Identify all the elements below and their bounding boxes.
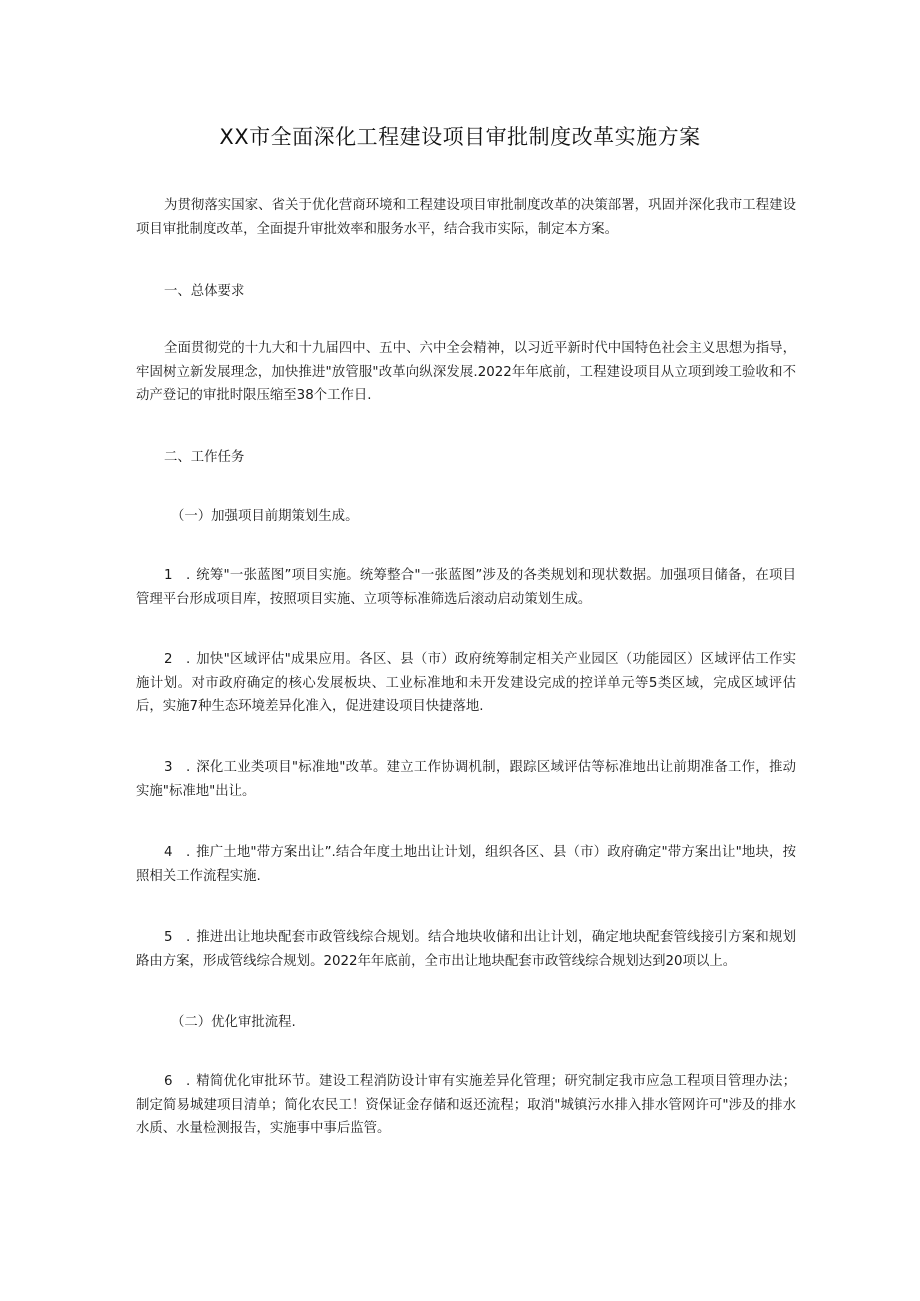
task-item-2: 2 . 加快"区域评估"成果应用。各区、县（市）政府统筹制定相关产业园区（功能园区）区域评估工作实施计划。对市政府确定的核心发展板块、工业标准地和未开发建设完成的控详单元等5类区域，完成区域评估后，实施7种生态环境差异化准入，促进建设项目快捷落地. xyxy=(136,648,796,719)
section-heading-work-tasks: 二、工作任务 xyxy=(164,450,245,465)
task-item-4: 4 . 推广土地"带方案出让”.结合年度土地出让计划，组织各区、县（市）政府确定"带方案出让"地块，按照相关工作流程实施. xyxy=(136,841,796,888)
task-item-text: 深化工业类项目"标准地"改革。建立工作协调机制，跟踪区域评估等标准地出让前期准备工作，推动实施"标准地"出让。 xyxy=(136,760,796,799)
task-item-number: 3 xyxy=(164,760,173,775)
task-item-1: 1 . 统筹"一张蓝图”项目实施。统筹整合"一张蓝图”涉及的各类规划和现状数据。加强项目储备，在项目管理平台形成项目库，按照项目实施、立项等标准筛选后滚动启动策划生成。 xyxy=(136,564,796,611)
task-item-number: 5 xyxy=(164,930,173,945)
intro-paragraph: 为贯彻落实国家、省关于优化营商环境和工程建设项目审批制度改革的决策部署，巩固并深化我市工程建设项目审批制度改革，全面提升审批效率和服务水平，结合我市实际，制定本方案。 xyxy=(136,198,796,237)
task-item-number: 4 xyxy=(164,845,173,860)
task-item-number: 2 xyxy=(164,652,173,667)
task-item-5: 5 . 推进出让地块配套市政管线综合规划。结合地块收储和出让计划，确定地块配套管线接引方案和规划路由方案，形成管线综合规划。2022年年底前，全市出让地块配套市政管线综合规划达到20项以上。 xyxy=(136,926,796,973)
task-item-number: 6 xyxy=(164,1074,173,1089)
task-item-text: 加快"区域评估"成果应用。各区、县（市）政府统筹制定相关产业园区（功能园区）区域评估工作实施计划。对市政府确定的核心发展板块、工业标准地和未开发建设完成的控详单元等5类区域，完成区域评估后，实施7种生态环境差异化准入，促进建设项目快捷落地. xyxy=(136,652,796,714)
subheading-project-planning: （一）加强项目前期策划生成。 xyxy=(171,509,359,524)
task-item-text: 推广土地"带方案出让”.结合年度土地出让计划，组织各区、县（市）政府确定"带方案出让"地块，按照相关工作流程实施. xyxy=(136,845,796,884)
task-item-text: 精简优化审批环节。建设工程消防设计审有实施差异化管理；研究制定我市应急工程项目管理办法；制定简易城建项目清单；简化农民工！资保证金存储和返还流程；取消"城镇污水排入排水管网许可"涉及的排水水质、水量检测报告，实施事中事后监管。 xyxy=(136,1074,796,1136)
subheading-optimize-approval: （二）优化审批流程. xyxy=(171,1015,296,1030)
document-title: XX市全面深化工程建设项目审批制度改革实施方案 xyxy=(219,125,701,149)
section-heading-general-requirements: 一、总体要求 xyxy=(164,284,245,299)
general-requirements-paragraph: 全面贯彻党的十九大和十九届四中、五中、六中全会精神，以习近平新时代中国特色社会主义思想为指导，牢固树立新发展理念，加快推进"放管服"改革向纵深发展.2022年年底前，工程建设项目从立项到竣工验收和不动产登记的审批时限压缩至38个工作日. xyxy=(136,341,796,403)
task-item-6: 6 . 精简优化审批环节。建设工程消防设计审有实施差异化管理；研究制定我市应急工程项目管理办法；制定简易城建项目清单；简化农民工！资保证金存储和返还流程；取消"城镇污水排入排水管网许可"涉及的排水水质、水量检测报告，实施事中事后监管。 xyxy=(136,1070,796,1141)
task-item-text: 统筹"一张蓝图”项目实施。统筹整合"一张蓝图”涉及的各类规划和现状数据。加强项目储备，在项目管理平台形成项目库，按照项目实施、立项等标准筛选后滚动启动策划生成。 xyxy=(136,568,796,607)
task-item-text: 推进出让地块配套市政管线综合规划。结合地块收储和出让计划，确定地块配套管线接引方案和规划路由方案，形成管线综合规划。2022年年底前，全市出让地块配套市政管线综合规划达到20项以上。 xyxy=(136,930,796,969)
task-item-3: 3 . 深化工业类项目"标准地"改革。建立工作协调机制，跟踪区域评估等标准地出让前期准备工作，推动实施"标准地"出让。 xyxy=(136,756,796,803)
task-item-number: 1 xyxy=(164,568,173,583)
